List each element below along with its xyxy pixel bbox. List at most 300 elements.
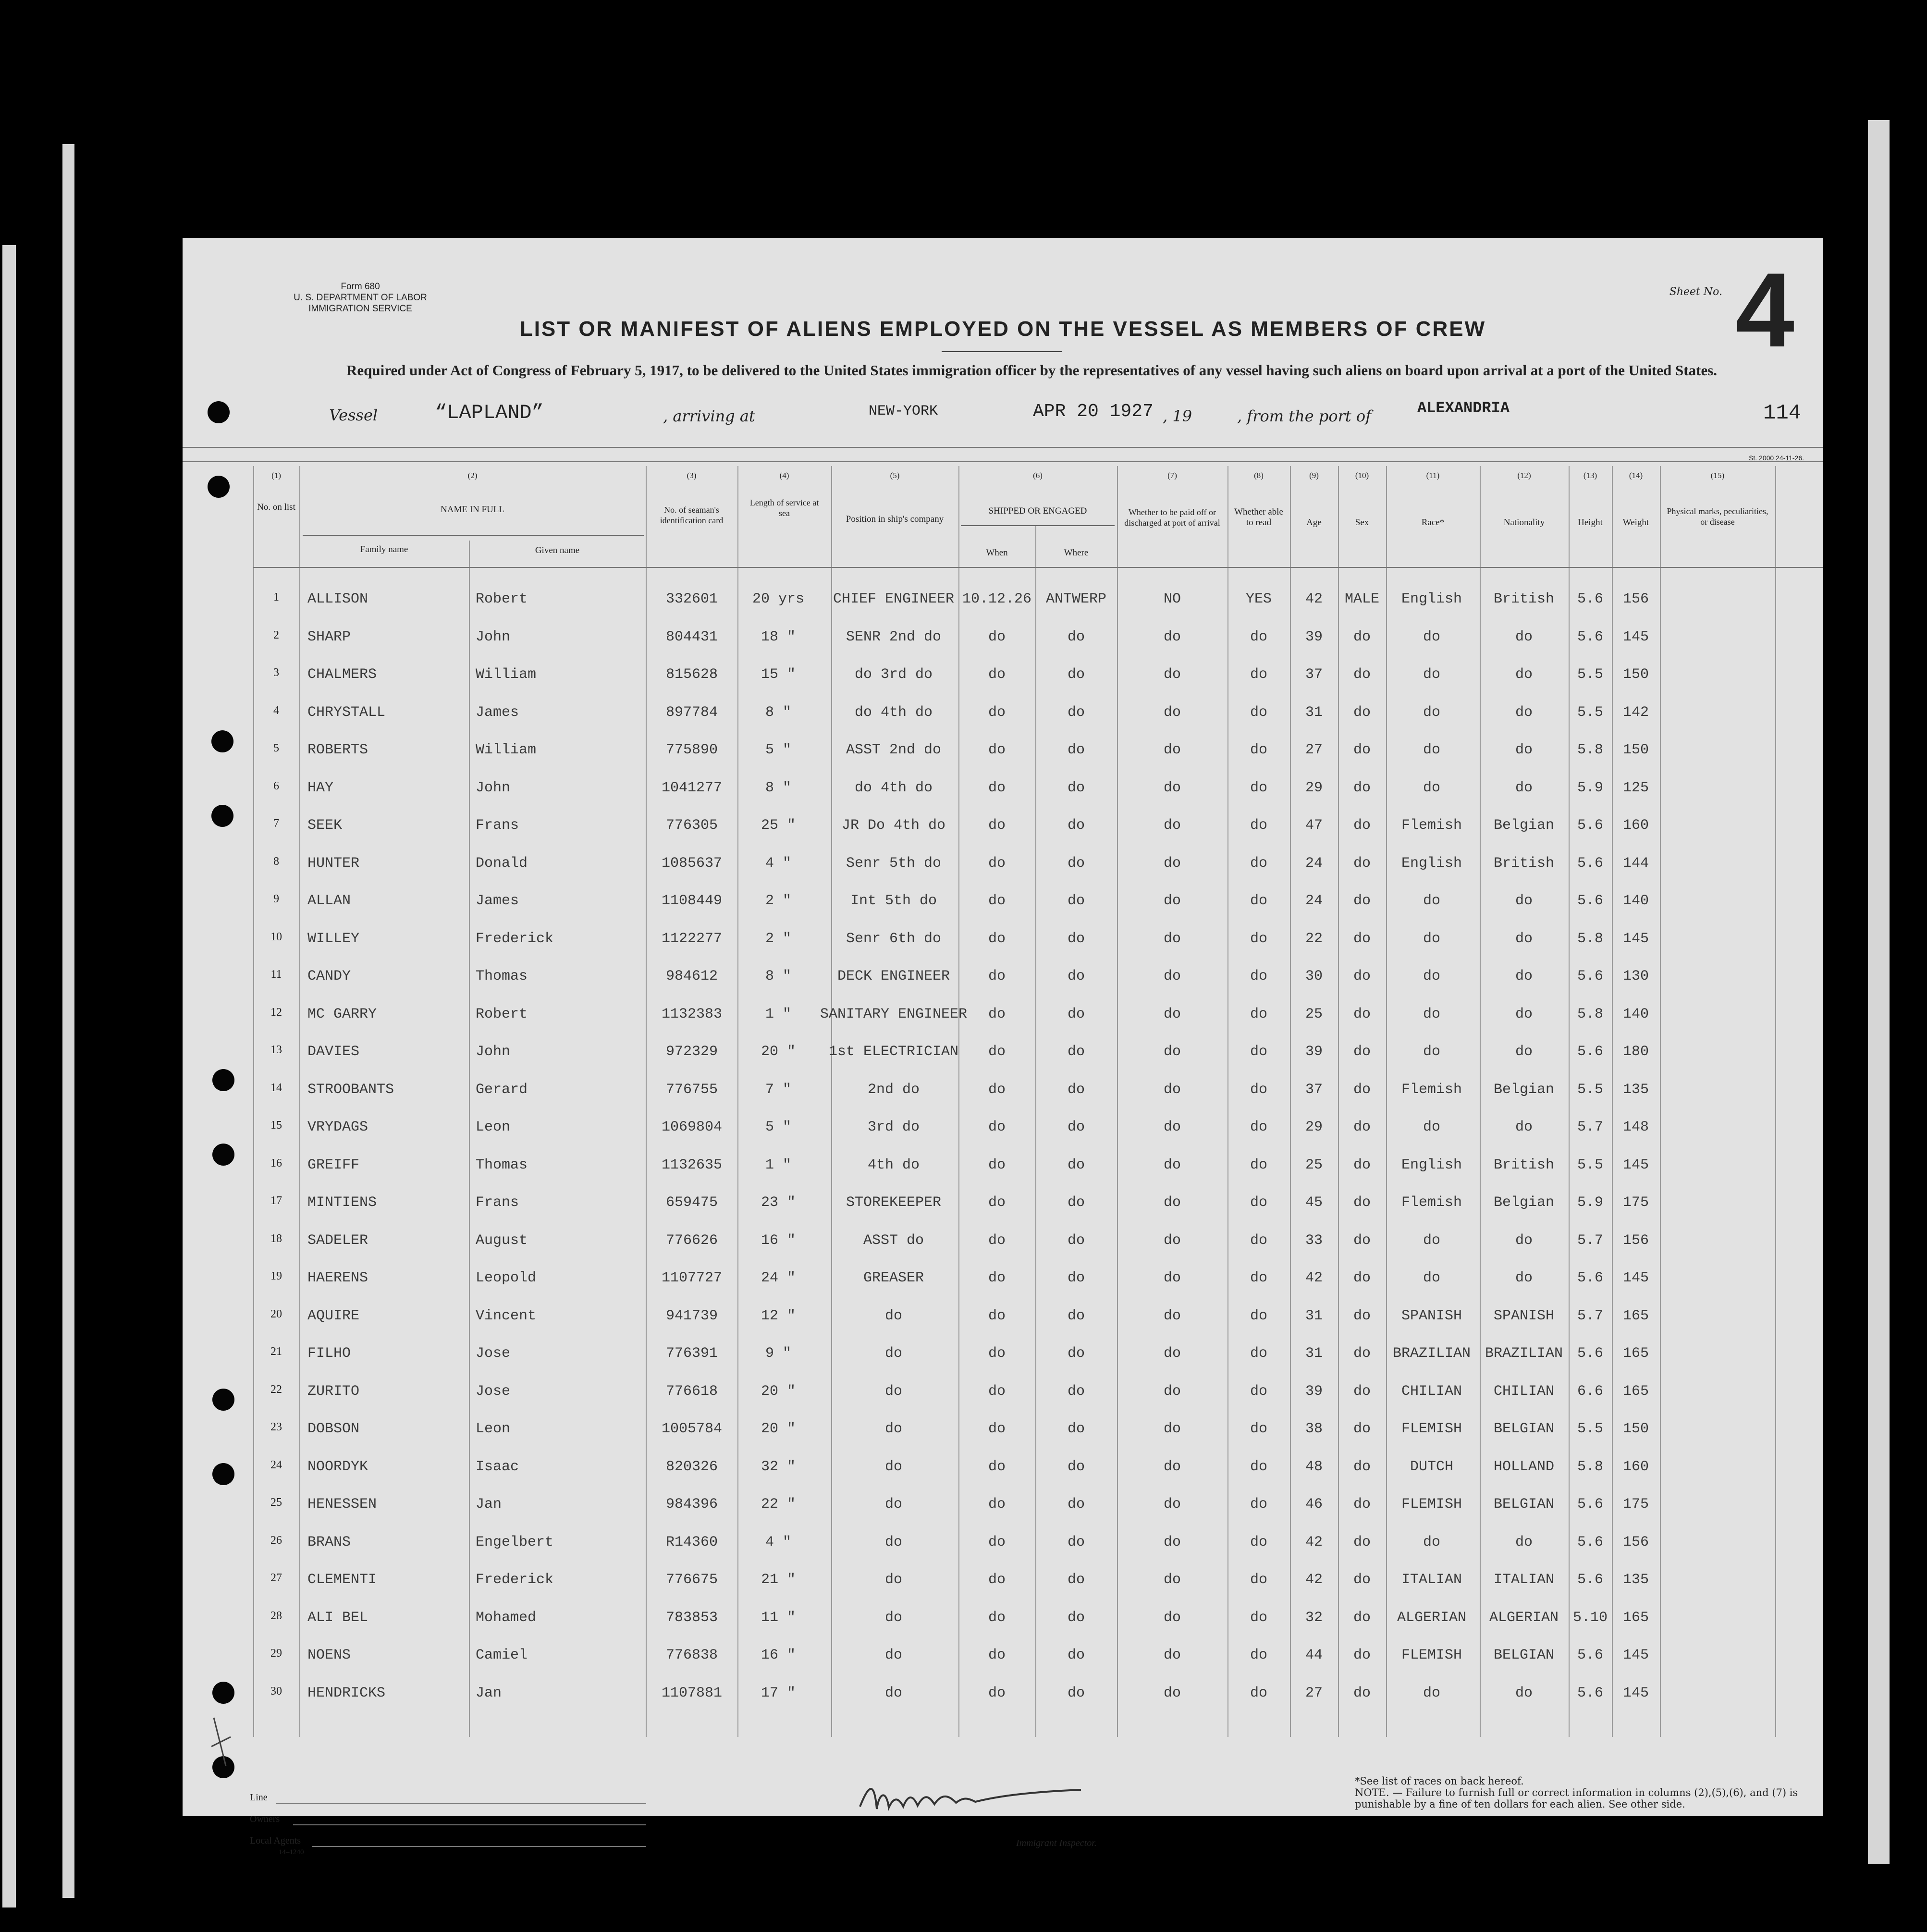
cell-nationality: Belgian bbox=[1493, 1194, 1555, 1211]
cell-height: 5.8 bbox=[1577, 742, 1604, 758]
inspector-signature bbox=[841, 1763, 1129, 1831]
cell-given: Jan bbox=[476, 1685, 502, 1701]
cell-race: do bbox=[1423, 779, 1441, 796]
cell-where: do bbox=[1067, 968, 1085, 984]
cell-sex: do bbox=[1353, 1044, 1371, 1060]
cell-sex: do bbox=[1353, 817, 1371, 834]
cell-no: 10 bbox=[270, 930, 282, 943]
cell-when: do bbox=[988, 666, 1006, 683]
cell-where: do bbox=[1067, 1345, 1085, 1362]
cell-race: ALGERIAN bbox=[1397, 1609, 1467, 1626]
cell-race: Flemish bbox=[1401, 1081, 1462, 1098]
cell-nationality: BELGIAN bbox=[1493, 1421, 1555, 1437]
cell-age: 24 bbox=[1305, 893, 1323, 909]
cell-where: do bbox=[1067, 1534, 1085, 1551]
cell-position: do bbox=[884, 1458, 903, 1475]
cell-card: 815628 bbox=[665, 666, 718, 683]
sheet-number: 4 bbox=[1735, 251, 1794, 369]
cell-service: 1 " bbox=[765, 1157, 792, 1173]
cell-race: do bbox=[1423, 742, 1441, 758]
cell-race: FLEMISH bbox=[1401, 1421, 1462, 1437]
cell-card: 776391 bbox=[665, 1345, 718, 1362]
cell-age: 37 bbox=[1305, 666, 1323, 683]
cell-read: do bbox=[1250, 1421, 1268, 1437]
cell-position: do bbox=[884, 1421, 903, 1437]
cell-nationality: do bbox=[1515, 968, 1533, 984]
cell-no: 18 bbox=[270, 1232, 282, 1245]
cell-family: HUNTER bbox=[307, 855, 360, 872]
cell-service: 15 " bbox=[761, 666, 796, 683]
cell-service: 20 " bbox=[761, 1421, 796, 1437]
cell-height: 5.7 bbox=[1577, 1307, 1604, 1324]
cell-race: DUTCH bbox=[1410, 1458, 1454, 1475]
cell-card: 776305 bbox=[665, 817, 718, 834]
arrival-date: APR 20 1927 bbox=[1033, 401, 1154, 422]
cell-family: CANDY bbox=[307, 968, 351, 984]
cell-height: 5.5 bbox=[1577, 704, 1604, 721]
cell-position: JR Do 4th do bbox=[841, 817, 946, 834]
table-row bbox=[183, 742, 1823, 775]
cell-when: do bbox=[988, 1647, 1006, 1663]
cell-nationality: BELGIAN bbox=[1493, 1496, 1555, 1513]
cell-position: 2nd do bbox=[867, 1081, 920, 1098]
cell-race: do bbox=[1423, 1232, 1441, 1249]
cell-paid: do bbox=[1163, 855, 1181, 872]
cell-read: do bbox=[1250, 666, 1268, 683]
cell-weight: 130 bbox=[1622, 968, 1649, 984]
cell-card: 659475 bbox=[665, 1194, 718, 1211]
table-row bbox=[183, 1496, 1823, 1530]
cell-card: 984396 bbox=[665, 1496, 718, 1513]
cell-card: 776618 bbox=[665, 1383, 718, 1400]
cell-height: 5.6 bbox=[1577, 1270, 1604, 1286]
header-position: Position in ship's company bbox=[846, 514, 944, 524]
header-sex: Sex bbox=[1355, 517, 1369, 528]
cell-card: 941739 bbox=[665, 1307, 718, 1324]
cell-when: do bbox=[988, 1458, 1006, 1475]
cell-read: do bbox=[1250, 1232, 1268, 1249]
cell-card: 804431 bbox=[665, 628, 718, 645]
cell-when: do bbox=[988, 704, 1006, 721]
table-row bbox=[183, 629, 1823, 663]
table-row bbox=[183, 1308, 1823, 1341]
header-where: Where bbox=[1064, 548, 1089, 558]
colnum-3: (3) bbox=[687, 471, 697, 480]
header-paid-off: Whether to be paid off or discharged at port of arrival bbox=[1124, 507, 1220, 528]
cell-card: 820326 bbox=[665, 1458, 718, 1475]
cell-given: Vincent bbox=[476, 1307, 537, 1324]
cell-service: 17 " bbox=[761, 1685, 796, 1701]
cell-family: HENESSEN bbox=[307, 1496, 377, 1513]
header-length-service: Length of service at sea bbox=[749, 498, 819, 518]
cell-position: Senr 6th do bbox=[846, 930, 942, 947]
cell-sex: do bbox=[1353, 1081, 1371, 1098]
cell-weight: 142 bbox=[1622, 704, 1649, 721]
cell-read: do bbox=[1250, 855, 1268, 872]
cell-age: 27 bbox=[1305, 1685, 1323, 1701]
table-row bbox=[183, 1006, 1823, 1040]
cell-family: SEEK bbox=[307, 817, 343, 834]
cell-no: 29 bbox=[270, 1647, 282, 1660]
cell-height: 5.6 bbox=[1577, 1572, 1604, 1588]
cell-height: 5.8 bbox=[1577, 1006, 1604, 1022]
cell-family: HAERENS bbox=[307, 1270, 368, 1286]
colnum-14: (14) bbox=[1629, 471, 1643, 480]
header-nationality: Nationality bbox=[1503, 517, 1545, 528]
cell-race: do bbox=[1423, 893, 1441, 909]
cell-read: do bbox=[1250, 1534, 1268, 1551]
cell-no: 24 bbox=[270, 1458, 282, 1471]
cell-no: 2 bbox=[273, 628, 279, 641]
margin-pencil-mark bbox=[207, 1713, 235, 1771]
colnum-12: (12) bbox=[1517, 471, 1531, 480]
table-row bbox=[183, 1459, 1823, 1492]
colnum-5: (5) bbox=[890, 471, 900, 480]
footer-agents-label: Local Agents bbox=[250, 1835, 301, 1846]
cell-paid: do bbox=[1163, 1534, 1181, 1551]
punch-hole bbox=[208, 476, 230, 498]
cell-paid: do bbox=[1163, 930, 1181, 947]
cell-no: 5 bbox=[273, 742, 279, 754]
cell-weight: 165 bbox=[1622, 1345, 1649, 1362]
cell-position: ASST do bbox=[863, 1232, 924, 1249]
cell-paid: do bbox=[1163, 1609, 1181, 1626]
cell-position: SANITARY ENGINEER bbox=[820, 1006, 968, 1022]
cell-where: do bbox=[1067, 628, 1085, 645]
cell-when: do bbox=[988, 1496, 1006, 1513]
cell-read: do bbox=[1250, 1572, 1268, 1588]
cell-race: English bbox=[1401, 591, 1462, 607]
cell-weight: 140 bbox=[1622, 893, 1649, 909]
cell-position: do bbox=[884, 1383, 903, 1400]
year-label: , 19 bbox=[1163, 407, 1192, 425]
cell-position: do bbox=[884, 1572, 903, 1588]
cell-height: 5.7 bbox=[1577, 1119, 1604, 1135]
cell-when: do bbox=[988, 1119, 1006, 1135]
cell-race: Flemish bbox=[1401, 817, 1462, 834]
cell-card: R14360 bbox=[665, 1534, 718, 1551]
cell-where: do bbox=[1067, 1232, 1085, 1249]
cell-age: 27 bbox=[1305, 742, 1323, 758]
colnum-10: (10) bbox=[1355, 471, 1369, 480]
cell-paid: do bbox=[1163, 1119, 1181, 1135]
cell-card: 1069804 bbox=[661, 1119, 723, 1135]
cell-race: CHILIAN bbox=[1401, 1383, 1462, 1400]
department: U. S. DEPARTMENT OF LABOR bbox=[294, 293, 427, 303]
header-given-name: Given name bbox=[535, 545, 580, 555]
cell-no: 1 bbox=[273, 591, 279, 603]
cell-read: do bbox=[1250, 930, 1268, 947]
cell-race: do bbox=[1423, 666, 1441, 683]
cell-paid: do bbox=[1163, 704, 1181, 721]
table-row bbox=[183, 1383, 1823, 1417]
cell-age: 31 bbox=[1305, 704, 1323, 721]
table-row bbox=[183, 704, 1823, 738]
cell-family: CLEMENTI bbox=[307, 1572, 377, 1588]
cell-sex: do bbox=[1353, 1006, 1371, 1022]
cell-card: 897784 bbox=[665, 704, 718, 721]
cell-position: do 3rd do bbox=[854, 666, 933, 683]
cell-when: do bbox=[988, 930, 1006, 947]
cell-when: do bbox=[988, 1081, 1006, 1098]
cell-given: William bbox=[476, 742, 537, 758]
cell-given: Engelbert bbox=[476, 1534, 554, 1551]
table-row bbox=[183, 1044, 1823, 1077]
cell-nationality: do bbox=[1515, 1270, 1533, 1286]
cell-weight: 165 bbox=[1622, 1307, 1649, 1324]
cell-position: 4th do bbox=[867, 1157, 920, 1173]
header-weight: Weight bbox=[1622, 517, 1649, 528]
cell-card: 775890 bbox=[665, 742, 718, 758]
header-age: Age bbox=[1306, 517, 1322, 528]
arriving-port: NEW-YORK bbox=[869, 403, 938, 419]
cell-nationality: do bbox=[1515, 779, 1533, 796]
colnum-2: (2) bbox=[467, 471, 478, 480]
cell-paid: do bbox=[1163, 1647, 1181, 1663]
cell-position: do bbox=[884, 1647, 903, 1663]
cell-card: 783853 bbox=[665, 1609, 718, 1626]
colnum-11: (11) bbox=[1426, 471, 1440, 480]
cell-service: 8 " bbox=[765, 968, 792, 984]
cell-family: MINTIENS bbox=[307, 1194, 377, 1211]
cell-height: 5.5 bbox=[1577, 1157, 1604, 1173]
cell-paid: do bbox=[1163, 742, 1181, 758]
cell-nationality: do bbox=[1515, 666, 1533, 683]
cell-when: do bbox=[988, 817, 1006, 834]
cell-read: do bbox=[1250, 1270, 1268, 1286]
cell-weight: 175 bbox=[1622, 1194, 1649, 1211]
cell-card: 1122277 bbox=[661, 930, 723, 947]
cell-given: Jan bbox=[476, 1496, 502, 1513]
table-row bbox=[183, 1232, 1823, 1266]
cell-race: FLEMISH bbox=[1401, 1496, 1462, 1513]
cell-paid: do bbox=[1163, 1270, 1181, 1286]
cell-family: AQUIRE bbox=[307, 1307, 360, 1324]
cell-nationality: British bbox=[1493, 591, 1555, 607]
cell-when: do bbox=[988, 1157, 1006, 1173]
cell-where: do bbox=[1067, 1194, 1085, 1211]
cell-sex: do bbox=[1353, 628, 1371, 645]
cell-paid: do bbox=[1163, 1345, 1181, 1362]
cell-read: do bbox=[1250, 1119, 1268, 1135]
cell-paid: do bbox=[1163, 1081, 1181, 1098]
cell-read: do bbox=[1250, 1157, 1268, 1173]
cell-race: ITALIAN bbox=[1401, 1572, 1462, 1588]
cell-service: 11 " bbox=[761, 1609, 796, 1626]
colnum-13: (13) bbox=[1583, 471, 1597, 480]
cell-family: BRANS bbox=[307, 1534, 351, 1551]
cell-height: 5.6 bbox=[1577, 628, 1604, 645]
cell-height: 6.6 bbox=[1577, 1383, 1604, 1400]
cell-sex: do bbox=[1353, 1345, 1371, 1362]
cell-given: Frans bbox=[476, 817, 519, 834]
vessel-name: “LAPLAND” bbox=[435, 401, 544, 424]
footer-owners-rule bbox=[293, 1824, 646, 1825]
cell-no: 3 bbox=[273, 666, 279, 679]
cell-age: 45 bbox=[1305, 1194, 1323, 1211]
cell-nationality: do bbox=[1515, 704, 1533, 721]
cell-card: 984612 bbox=[665, 968, 718, 984]
header-able-read: Whether able to read bbox=[1234, 507, 1283, 528]
cell-card: 776838 bbox=[665, 1647, 718, 1663]
cell-where: do bbox=[1067, 817, 1085, 834]
cell-when: do bbox=[988, 1270, 1006, 1286]
cell-when: do bbox=[988, 1572, 1006, 1588]
cell-given: Jose bbox=[476, 1345, 511, 1362]
header-family-name: Family name bbox=[360, 544, 408, 554]
cell-race: do bbox=[1423, 930, 1441, 947]
cell-position: DECK ENGINEER bbox=[837, 968, 950, 984]
vessel-label: Vessel bbox=[329, 406, 378, 424]
cell-height: 5.6 bbox=[1577, 1044, 1604, 1060]
cell-sex: do bbox=[1353, 1572, 1371, 1588]
cell-read: do bbox=[1250, 742, 1268, 758]
cell-weight: 160 bbox=[1622, 1458, 1649, 1475]
cell-read: do bbox=[1250, 1194, 1268, 1211]
cell-read: do bbox=[1250, 893, 1268, 909]
cell-nationality: do bbox=[1515, 1685, 1533, 1701]
cell-height: 5.8 bbox=[1577, 1458, 1604, 1475]
cell-sex: do bbox=[1353, 1534, 1371, 1551]
cell-race: do bbox=[1423, 1270, 1441, 1286]
cell-weight: 125 bbox=[1622, 779, 1649, 796]
cell-position: do bbox=[884, 1307, 903, 1324]
cell-age: 39 bbox=[1305, 1044, 1323, 1060]
from-port: ALEXANDRIA bbox=[1417, 399, 1510, 417]
cell-age: 31 bbox=[1305, 1345, 1323, 1362]
cell-nationality: BELGIAN bbox=[1493, 1647, 1555, 1663]
form-id-block bbox=[269, 281, 452, 314]
cell-weight: 156 bbox=[1622, 591, 1649, 607]
cell-position: do 4th do bbox=[854, 779, 933, 796]
cell-paid: do bbox=[1163, 779, 1181, 796]
cell-height: 5.9 bbox=[1577, 1194, 1604, 1211]
cell-sex: do bbox=[1353, 968, 1371, 984]
cell-sex: do bbox=[1353, 1232, 1371, 1249]
cell-given: William bbox=[476, 666, 537, 683]
cell-race: do bbox=[1423, 1534, 1441, 1551]
cell-where: do bbox=[1067, 1609, 1085, 1626]
cell-weight: 140 bbox=[1622, 1006, 1649, 1022]
cell-family: WILLEY bbox=[307, 930, 360, 947]
cell-position: SENR 2nd do bbox=[846, 628, 942, 645]
cell-given: Gerard bbox=[476, 1081, 528, 1098]
manifest-sheet bbox=[183, 238, 1823, 1856]
header-no-on-list: No. on list bbox=[257, 502, 295, 512]
cell-read: YES bbox=[1245, 591, 1272, 607]
cell-card: 1005784 bbox=[661, 1421, 723, 1437]
cell-read: do bbox=[1250, 779, 1268, 796]
cell-given: Robert bbox=[476, 591, 528, 607]
cell-given: August bbox=[476, 1232, 528, 1249]
cell-height: 5.6 bbox=[1577, 968, 1604, 984]
cell-position: do bbox=[884, 1534, 903, 1551]
cell-given: James bbox=[476, 704, 519, 721]
cell-family: ALI BEL bbox=[307, 1609, 368, 1626]
footer-line-label: Line bbox=[250, 1792, 268, 1803]
cell-paid: do bbox=[1163, 968, 1181, 984]
cell-position: 3rd do bbox=[867, 1119, 920, 1135]
cell-service: 4 " bbox=[765, 1534, 792, 1551]
table-row bbox=[183, 1647, 1823, 1681]
cell-where: do bbox=[1067, 1270, 1085, 1286]
table-row bbox=[183, 780, 1823, 813]
cell-height: 5.6 bbox=[1577, 855, 1604, 872]
cell-position: CHIEF ENGINEER bbox=[833, 591, 955, 607]
cell-read: do bbox=[1250, 1345, 1268, 1362]
cell-paid: do bbox=[1163, 1572, 1181, 1588]
cell-read: do bbox=[1250, 1044, 1268, 1060]
cell-nationality: do bbox=[1515, 742, 1533, 758]
cell-sex: do bbox=[1353, 666, 1371, 683]
cell-age: 42 bbox=[1305, 1534, 1323, 1551]
cell-card: 1085637 bbox=[661, 855, 723, 872]
cell-height: 5.6 bbox=[1577, 1647, 1604, 1663]
cell-sex: do bbox=[1353, 1383, 1371, 1400]
cell-no: 28 bbox=[270, 1609, 282, 1622]
cell-given: Leon bbox=[476, 1421, 511, 1437]
cell-given: John bbox=[476, 1044, 511, 1060]
cell-when: do bbox=[988, 779, 1006, 796]
cell-family: CHRYSTALL bbox=[307, 704, 386, 721]
cell-age: 33 bbox=[1305, 1232, 1323, 1249]
header-shipped: SHIPPED OR ENGAGED bbox=[988, 506, 1087, 516]
cell-nationality: do bbox=[1515, 1232, 1533, 1249]
cell-sex: do bbox=[1353, 1194, 1371, 1211]
cell-read: do bbox=[1250, 1647, 1268, 1663]
cell-service: 16 " bbox=[761, 1232, 796, 1249]
cell-when: do bbox=[988, 1609, 1006, 1626]
cell-sex: do bbox=[1353, 1157, 1371, 1173]
cell-no: 6 bbox=[273, 779, 279, 792]
cell-position: 1st ELECTRICIAN bbox=[828, 1044, 959, 1060]
cell-nationality: do bbox=[1515, 1006, 1533, 1022]
cell-weight: 145 bbox=[1622, 628, 1649, 645]
cell-family: STROOBANTS bbox=[307, 1081, 394, 1098]
cell-age: 47 bbox=[1305, 817, 1323, 834]
cell-read: do bbox=[1250, 968, 1268, 984]
cell-service: 21 " bbox=[761, 1572, 796, 1588]
cell-read: do bbox=[1250, 1685, 1268, 1701]
cell-where: do bbox=[1067, 1496, 1085, 1513]
cell-race: do bbox=[1423, 968, 1441, 984]
cell-service: 32 " bbox=[761, 1458, 796, 1475]
shipped-header-rule bbox=[961, 525, 1115, 526]
table-row bbox=[183, 1270, 1823, 1304]
table-row bbox=[183, 1685, 1823, 1719]
cell-nationality: HOLLAND bbox=[1493, 1458, 1555, 1475]
cell-no: 17 bbox=[270, 1194, 282, 1207]
footer-line-rule bbox=[276, 1803, 646, 1804]
cell-sex: do bbox=[1353, 704, 1371, 721]
cell-service: 20 yrs bbox=[752, 591, 805, 607]
cell-paid: do bbox=[1163, 628, 1181, 645]
cell-nationality: SPANISH bbox=[1493, 1307, 1555, 1324]
cell-nationality: do bbox=[1515, 628, 1533, 645]
cell-height: 5.8 bbox=[1577, 930, 1604, 947]
cell-where: do bbox=[1067, 1572, 1085, 1588]
cell-sex: do bbox=[1353, 855, 1371, 872]
cell-sex: do bbox=[1353, 1307, 1371, 1324]
cell-read: do bbox=[1250, 1383, 1268, 1400]
cell-service: 20 " bbox=[761, 1383, 796, 1400]
cell-where: do bbox=[1067, 1157, 1085, 1173]
table-row bbox=[183, 968, 1823, 1002]
cell-race: English bbox=[1401, 855, 1462, 872]
cell-position: do 4th do bbox=[854, 704, 933, 721]
cell-weight: 135 bbox=[1622, 1572, 1649, 1588]
cell-when: do bbox=[988, 893, 1006, 909]
